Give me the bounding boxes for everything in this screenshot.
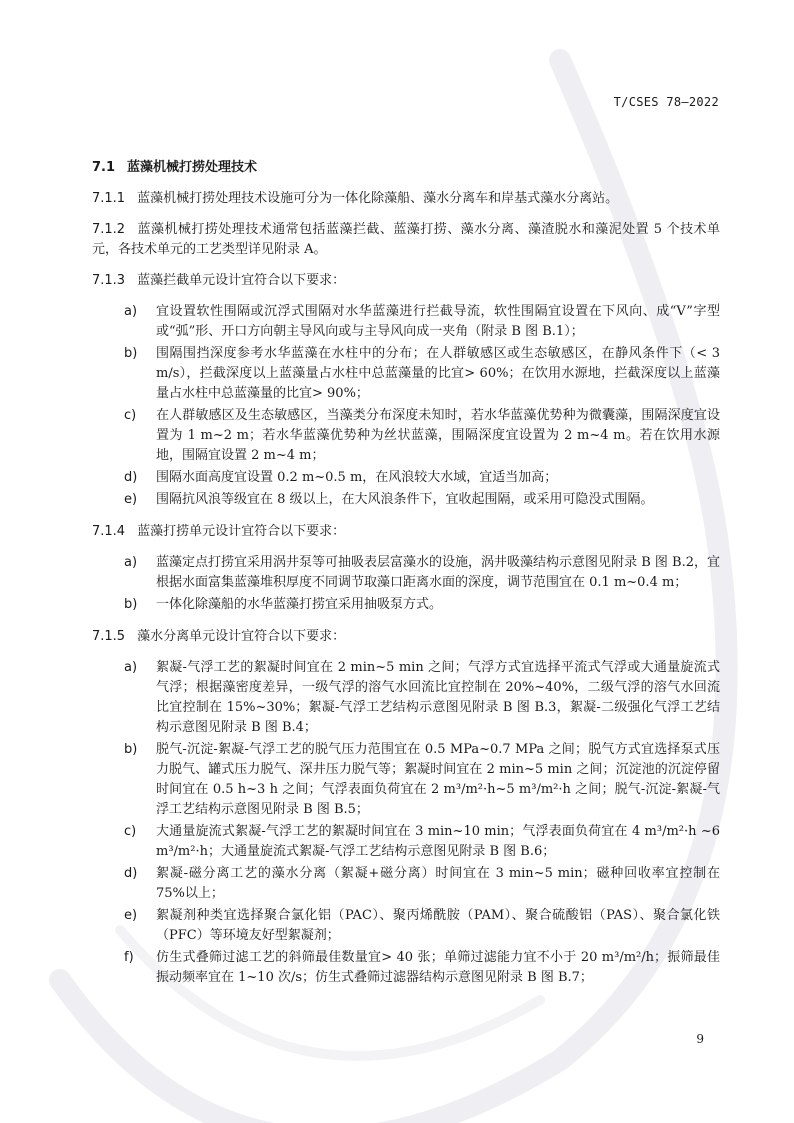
item-marker: b) xyxy=(124,742,138,757)
list-item xyxy=(92,906,720,946)
item-text: 围隔水面高度宜设置 0.2 m~0.5 m，在风浪较大水域，宜适当加高； xyxy=(156,470,558,485)
clause-7-1-1 xyxy=(92,189,720,209)
item-marker: c) xyxy=(124,824,137,839)
clause-7-1-5 xyxy=(92,627,720,647)
item-marker: f) xyxy=(124,950,134,965)
list-item xyxy=(92,553,720,593)
clause-number: 7.1.5 xyxy=(92,629,126,644)
clause-7-1-4 xyxy=(92,522,720,542)
list-item xyxy=(92,822,720,862)
section-number: 7.1 xyxy=(92,160,116,175)
item-marker: a) xyxy=(124,660,138,675)
item-text: 仿生式叠筛过滤工艺的斜筛最佳数量宜> 40 张；单筛过滤能力宜不小于 20 m³/m²/h；振筛最佳振动频率宜在 1~10 次/s；仿生式叠筛过滤器结构示意图见附录 B 图 B.7； xyxy=(156,950,720,985)
item-text: 一体化除藻船的水华蓝藻打捞宜采用抽吸泵方式。 xyxy=(156,597,443,612)
section-title: 蓝藻机械打捞处理技术 xyxy=(127,160,258,175)
item-marker: a) xyxy=(124,555,138,570)
clause-text: 蓝藻拦截单元设计宜符合以下要求： xyxy=(137,273,346,288)
clause-text: 蓝藻机械打捞处理技术设施可分为一体化除藻船、藻水分离车和岸基式藻水分离站。 xyxy=(137,191,619,206)
item-marker: b) xyxy=(124,346,138,361)
item-text: 大通量旋流式絮凝-气浮工艺的絮凝时间宜在 3 min~10 min；气浮表面负荷宜在 4 m³/m²·h ~6 m³/m²·h；大通量旋流式絮凝-气浮工艺结构示意图见附录 B 图 B.6； xyxy=(156,824,720,859)
item-marker: d) xyxy=(124,866,138,881)
list-7-1-5 xyxy=(92,658,720,988)
item-marker: a) xyxy=(124,304,138,319)
list-item xyxy=(92,658,720,738)
item-marker: d) xyxy=(124,470,138,485)
item-text: 絮凝-磁分离工艺的藻水分离（絮凝+磁分离）时间宜在 3 min~5 min；磁种回收率宜控制在 75%以上； xyxy=(156,866,720,901)
item-text: 在人群敏感区及生态敏感区，当藻类分布深度未知时，若水华蓝藻优势种为微囊藻，围隔深度宜设置为 1 m~2 m；若水华蓝藻优势种为丝状蓝藻，围隔深度宜设置为 2 m~4 m。若在饮用水源地，围隔宜设置 2 m~4 m； xyxy=(156,408,720,463)
clause-number: 7.1.3 xyxy=(92,273,126,288)
item-marker: e) xyxy=(124,492,138,507)
standard-code-header: T/CSES 78—2022 xyxy=(613,95,719,109)
item-text: 围隔抗风浪等级宜在 8 级以上，在大风浪条件下，宜收起围隔，或采用可隐没式围隔。 xyxy=(156,492,654,507)
list-item xyxy=(92,302,720,342)
clause-text: 蓝藻机械打捞处理技术通常包括蓝藻拦截、蓝藻打捞、藻水分离、藻渣脱水和藻泥处置 5 个技术单元，各技术单元的工艺类型详见附录 A。 xyxy=(92,222,720,257)
list-item xyxy=(92,490,720,510)
list-item xyxy=(92,948,720,988)
list-item xyxy=(92,344,720,404)
item-marker: b) xyxy=(124,597,138,612)
clause-text: 藻水分离单元设计宜符合以下要求： xyxy=(137,629,346,644)
item-text: 絮凝剂种类宜选择聚合氯化铝（PAC）、聚丙烯酰胺（PAM）、聚合硫酸铝（PAS）、聚合氯化铁（PFC）等环境友好型絮凝剂； xyxy=(156,908,720,943)
list-item xyxy=(92,468,720,488)
document-body xyxy=(92,156,720,1000)
clause-number: 7.1.1 xyxy=(92,191,126,206)
list-item xyxy=(92,406,720,466)
item-text: 宜设置软性围隔或沉浮式围隔对水华蓝藻进行拦截导流，软性围隔宜设置在下风向、成“V”字型或“弧”形、开口方向朝主导风向或与主导风向成一夹角（附录 B 图 B.1）； xyxy=(156,304,720,339)
section-heading xyxy=(92,156,720,175)
item-text: 蓝藻定点打捞宜采用涡井泵等可抽吸表层富藻水的设施，涡井吸藻结构示意图见附录 B 图 B.2，宜根据水面富集蓝藻堆积厚度不同调节取藻口距离水面的深度，调节范围宜在 0.1 m~0.4 m； xyxy=(156,555,720,590)
item-text: 絮凝-气浮工艺的絮凝时间宜在 2 min~5 min 之间；气浮方式宜选择平流式气浮或大通量旋流式气浮；根据藻密度差异，一级气浮的溶气水回流比宜控制在 20%~40%，二级气浮的溶气水回流比宜控制在 15%~30%；絮凝-气浮工艺结构示意图见附录 B 图 B.3，絮凝-二级强化气浮工艺结构示意图见附录 B 图 B.4； xyxy=(156,660,720,735)
list-item xyxy=(92,595,720,615)
list-7-1-3 xyxy=(92,302,720,510)
clause-number: 7.1.4 xyxy=(92,524,126,539)
clause-7-1-3 xyxy=(92,271,720,291)
list-item xyxy=(92,740,720,820)
page-number: 9 xyxy=(696,1032,704,1046)
clause-7-1-2 xyxy=(92,220,720,260)
item-marker: c) xyxy=(124,408,137,423)
item-marker: e) xyxy=(124,908,138,923)
item-text: 围隔围挡深度参考水华蓝藻在水柱中的分布；在人群敏感区或生态敏感区，在静风条件下（< 3 m/s），拦截深度以上蓝藻量占水柱中总蓝藻量的比宜> 60%；在饮用水源地，拦截深度以上蓝藻量占水柱中总蓝藻量的比宜> 90%； xyxy=(156,346,720,401)
list-item xyxy=(92,864,720,904)
item-text: 脱气-沉淀-絮凝-气浮工艺的脱气压力范围宜在 0.5 MPa~0.7 MPa 之间；脱气方式宜选择泵式压力脱气、罐式压力脱气、深井压力脱气等；絮凝时间宜在 2 min~5 min 之间；沉淀池的沉淀停留时间宜在 0.5 h~3 h 之间；气浮表面负荷宜在 2 m³/m²·h~5 m³/m²·h 之间；脱气-沉淀-絮凝-气浮工艺结构示意图见附录 B 图 B.5； xyxy=(156,742,720,817)
clause-text: 蓝藻打捞单元设计宜符合以下要求： xyxy=(137,524,346,539)
clause-number: 7.1.2 xyxy=(92,222,126,237)
list-7-1-4 xyxy=(92,553,720,615)
